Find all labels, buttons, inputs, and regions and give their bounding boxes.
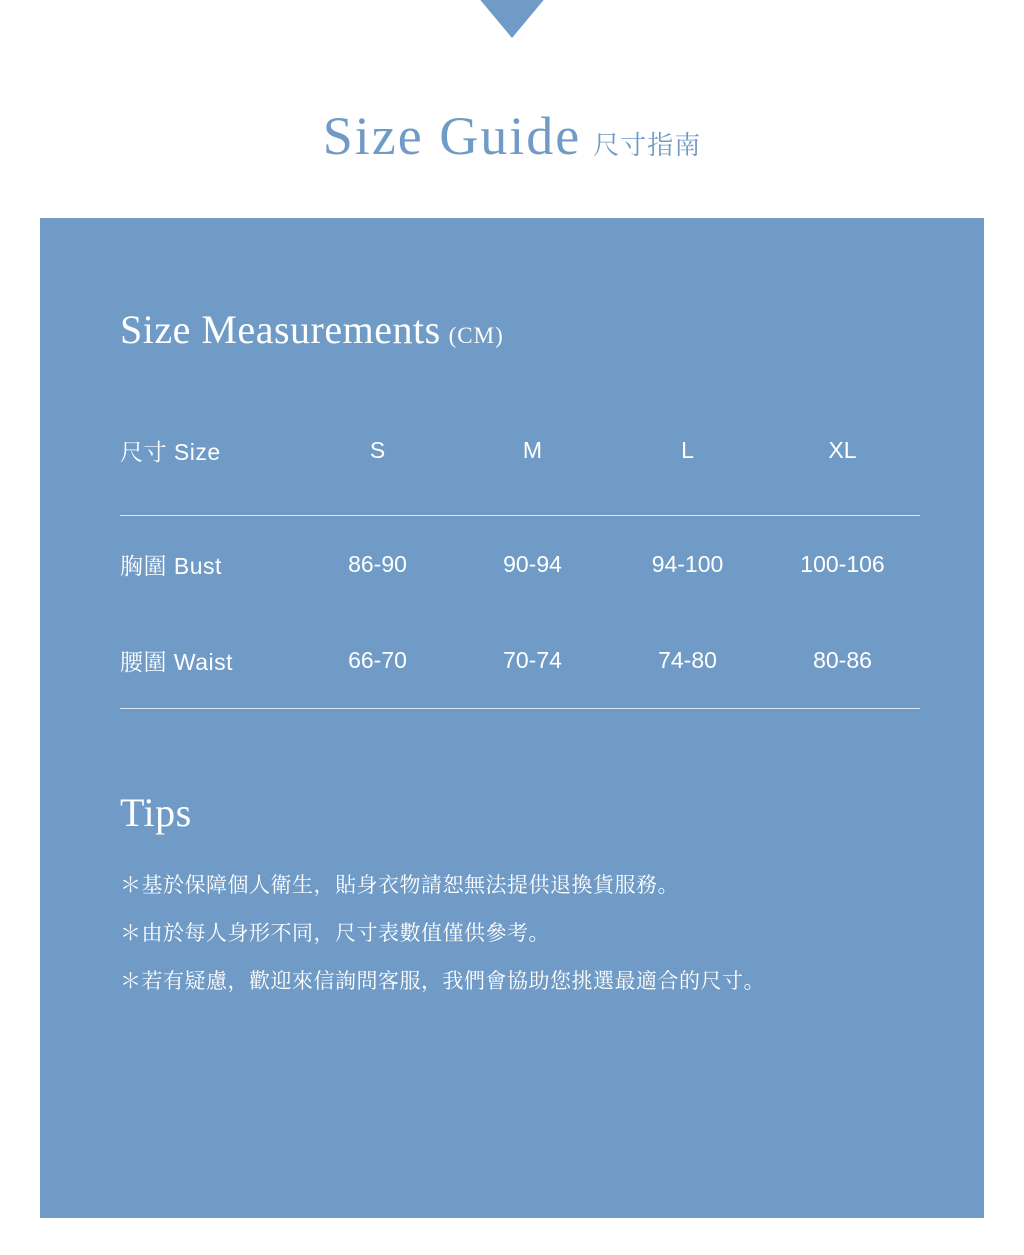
size-measurements-table bbox=[120, 419, 920, 709]
table-column-l: L bbox=[681, 436, 694, 463]
tips-list bbox=[120, 862, 904, 1006]
page-title-en: Size Guide bbox=[322, 106, 582, 166]
section-marker bbox=[0, 0, 1024, 60]
list-item: ＊若有疑慮，歡迎來信詢問客服，我們會協助您挑選最適合的尺寸。 bbox=[120, 970, 765, 993]
bust-l-value: 94-100 bbox=[651, 550, 724, 577]
bust-xl-value: 100-106 bbox=[800, 550, 885, 577]
tips-heading: Tips bbox=[120, 790, 192, 835]
table-row bbox=[120, 612, 920, 709]
waist-m-value: 70-74 bbox=[503, 646, 562, 673]
table-header bbox=[120, 419, 920, 516]
table-row-header-label: 尺寸 Size bbox=[120, 438, 221, 465]
table-body bbox=[120, 516, 920, 709]
triangle-down-icon bbox=[477, 0, 547, 38]
section-heading-main: Size Measurements bbox=[120, 307, 441, 352]
row-label-bust: 胸圍 Bust bbox=[120, 552, 222, 579]
waist-s-value: 66-70 bbox=[348, 646, 407, 673]
table-column-s: S bbox=[369, 436, 386, 463]
size-guide-panel bbox=[40, 218, 984, 1218]
bust-m-value: 90-94 bbox=[503, 550, 562, 577]
row-label-waist: 腰圍 Waist bbox=[120, 648, 234, 675]
table-header-row bbox=[120, 419, 920, 516]
section-heading bbox=[120, 218, 904, 353]
list-item: ＊基於保障個人衛生，貼身衣物請恕無法提供退換貨服務。 bbox=[120, 874, 679, 897]
section-heading-unit: (CM) bbox=[448, 323, 504, 348]
table-column-m: M bbox=[522, 436, 543, 463]
page-title-zh: 尺寸指南 bbox=[593, 130, 702, 160]
waist-l-value: 74-80 bbox=[658, 646, 717, 673]
table-row bbox=[120, 516, 920, 613]
waist-xl-value: 80-86 bbox=[813, 646, 872, 673]
table-column-xl: XL bbox=[828, 436, 857, 463]
list-item: ＊由於每人身形不同，尺寸表數值僅供參考。 bbox=[120, 922, 550, 945]
bust-s-value: 86-90 bbox=[348, 550, 407, 577]
page-title bbox=[0, 105, 1024, 167]
